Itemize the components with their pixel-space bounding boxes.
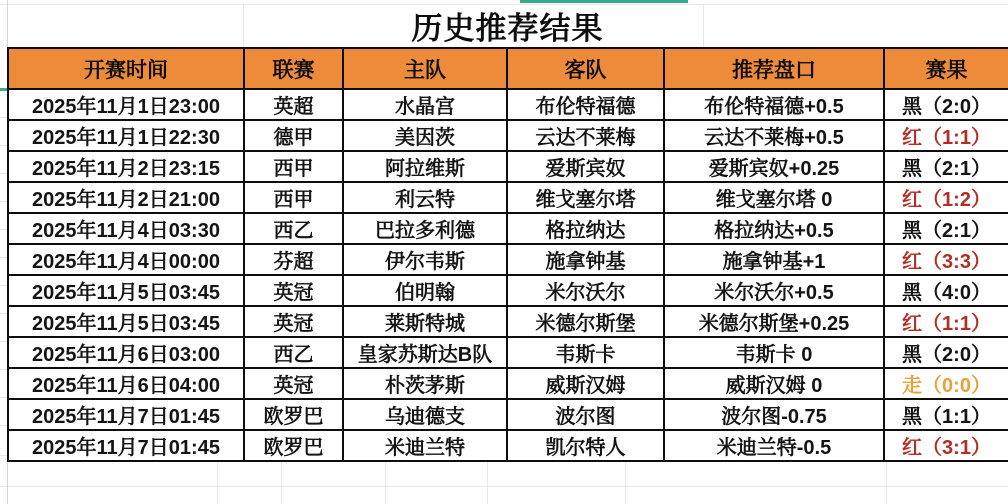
cell-league[interactable]: 英冠	[244, 368, 343, 399]
cell-league[interactable]: 西乙	[244, 213, 343, 244]
header-row	[8, 48, 1008, 89]
cell-away-team[interactable]: 凯尔特人	[507, 430, 664, 461]
cell-handicap[interactable]: 韦斯卡 0	[664, 337, 884, 368]
header-start-time[interactable]: 开赛时间	[8, 48, 244, 89]
cell-result[interactable]: 黑（2:0）	[884, 337, 1008, 368]
cell-away-team[interactable]: 波尔图	[507, 399, 664, 430]
cell-home-team[interactable]: 伯明翰	[343, 275, 507, 306]
cell-start-time[interactable]: 2025年11月4日00:00	[8, 244, 244, 275]
cell-handicap[interactable]: 波尔图-0.75	[664, 399, 884, 430]
table-row	[8, 89, 1008, 120]
cell-home-team[interactable]: 美因茨	[343, 120, 507, 151]
left-margin-gridlines	[0, 90, 7, 428]
cell-away-team[interactable]: 施拿钟基	[507, 244, 664, 275]
table-row	[8, 337, 1008, 368]
cell-start-time[interactable]: 2025年11月1日23:00	[8, 89, 244, 120]
cell-home-team[interactable]: 米迪兰特	[343, 430, 507, 461]
cell-home-team[interactable]: 皇家苏斯达B队	[343, 337, 507, 368]
cell-home-team[interactable]: 阿拉维斯	[343, 151, 507, 182]
cell-start-time[interactable]: 2025年11月7日01:45	[8, 430, 244, 461]
cell-home-team[interactable]: 莱斯特城	[343, 306, 507, 337]
cell-home-team[interactable]: 水晶宫	[343, 89, 507, 120]
page-title: 历史推荐结果	[411, 10, 604, 46]
cell-away-team[interactable]: 爱斯宾奴	[507, 151, 664, 182]
cell-start-time[interactable]: 2025年11月6日03:00	[8, 337, 244, 368]
cell-away-team[interactable]: 米尔沃尔	[507, 275, 664, 306]
table-row	[8, 151, 1008, 182]
cell-result[interactable]: 黑（1:1）	[884, 399, 1008, 430]
cell-home-team[interactable]: 利云特	[343, 182, 507, 213]
cell-result[interactable]: 红（1:1）	[884, 306, 1008, 337]
table-row	[8, 120, 1008, 151]
cell-result[interactable]: 走（0:0）	[884, 368, 1008, 399]
cell-result[interactable]: 黑（2:0）	[884, 89, 1008, 120]
cell-away-team[interactable]: 云达不莱梅	[507, 120, 664, 151]
table-row	[8, 275, 1008, 306]
cell-home-team[interactable]: 乌迪德支	[343, 399, 507, 430]
table-row	[8, 182, 1008, 213]
cell-handicap[interactable]: 施拿钟基+1	[664, 244, 884, 275]
cell-league[interactable]: 欧罗巴	[244, 399, 343, 430]
cell-league[interactable]: 英冠	[244, 306, 343, 337]
header-league[interactable]: 联赛	[244, 48, 343, 89]
cell-handicap[interactable]: 格拉纳达+0.5	[664, 213, 884, 244]
cell-away-team[interactable]: 威斯汉姆	[507, 368, 664, 399]
cell-result[interactable]: 红（3:1）	[884, 430, 1008, 461]
cell-result[interactable]: 黑（2:1）	[884, 213, 1008, 244]
header-home-team[interactable]: 主队	[343, 48, 507, 89]
cell-start-time[interactable]: 2025年11月5日03:45	[8, 306, 244, 337]
header-away-team[interactable]: 客队	[507, 48, 664, 89]
header-result[interactable]: 赛果	[884, 48, 1008, 89]
header-handicap[interactable]: 推荐盘口	[664, 48, 884, 89]
cell-handicap[interactable]: 威斯汉姆 0	[664, 368, 884, 399]
selection-indicator-left	[0, 88, 7, 91]
table-row	[8, 306, 1008, 337]
cell-start-time[interactable]: 2025年11月2日21:00	[8, 182, 244, 213]
table-row	[8, 430, 1008, 461]
results-table	[7, 47, 1008, 462]
cell-league[interactable]: 欧罗巴	[244, 430, 343, 461]
cell-league[interactable]: 西甲	[244, 182, 343, 213]
table-row	[8, 213, 1008, 244]
cell-league[interactable]: 英冠	[244, 275, 343, 306]
cell-league[interactable]: 德甲	[244, 120, 343, 151]
cell-start-time[interactable]: 2025年11月1日22:30	[8, 120, 244, 151]
cell-handicap[interactable]: 云达不莱梅+0.5	[664, 120, 884, 151]
cell-away-team[interactable]: 格拉纳达	[507, 213, 664, 244]
cell-away-team[interactable]: 布伦特福德	[507, 89, 664, 120]
cell-handicap[interactable]: 米迪兰特-0.5	[664, 430, 884, 461]
table-row	[8, 244, 1008, 275]
cell-start-time[interactable]: 2025年11月2日23:15	[8, 151, 244, 182]
cell-league[interactable]: 芬超	[244, 244, 343, 275]
table-row	[8, 368, 1008, 399]
gridline	[0, 486, 1008, 487]
cell-result[interactable]: 黑（2:1）	[884, 151, 1008, 182]
cell-result[interactable]: 红（3:3）	[884, 244, 1008, 275]
cell-result[interactable]: 红（1:2）	[884, 182, 1008, 213]
cell-home-team[interactable]: 巴拉多利德	[343, 213, 507, 244]
cell-start-time[interactable]: 2025年11月4日03:30	[8, 213, 244, 244]
cell-handicap[interactable]: 米尔沃尔+0.5	[664, 275, 884, 306]
cell-start-time[interactable]: 2025年11月6日04:00	[8, 368, 244, 399]
table-body	[8, 89, 1008, 461]
cell-start-time[interactable]: 2025年11月5日03:45	[8, 275, 244, 306]
cell-league[interactable]: 西甲	[244, 151, 343, 182]
cell-start-time[interactable]: 2025年11月7日01:45	[8, 399, 244, 430]
cell-result[interactable]: 黑（4:0）	[884, 275, 1008, 306]
cell-handicap[interactable]: 维戈塞尔塔 0	[664, 182, 884, 213]
cell-handicap[interactable]: 米德尔斯堡+0.25	[664, 306, 884, 337]
cell-handicap[interactable]: 爱斯宾奴+0.25	[664, 151, 884, 182]
cell-home-team[interactable]: 伊尔韦斯	[343, 244, 507, 275]
cell-handicap[interactable]: 布伦特福德+0.5	[664, 89, 884, 120]
cell-away-team[interactable]: 米德尔斯堡	[507, 306, 664, 337]
cell-away-team[interactable]: 维戈塞尔塔	[507, 182, 664, 213]
cell-away-team[interactable]: 韦斯卡	[507, 337, 664, 368]
cell-league[interactable]: 西乙	[244, 337, 343, 368]
cell-league[interactable]: 英超	[244, 89, 343, 120]
cell-home-team[interactable]: 朴茨茅斯	[343, 368, 507, 399]
table-row	[8, 399, 1008, 430]
cell-result[interactable]: 红（1:1）	[884, 120, 1008, 151]
